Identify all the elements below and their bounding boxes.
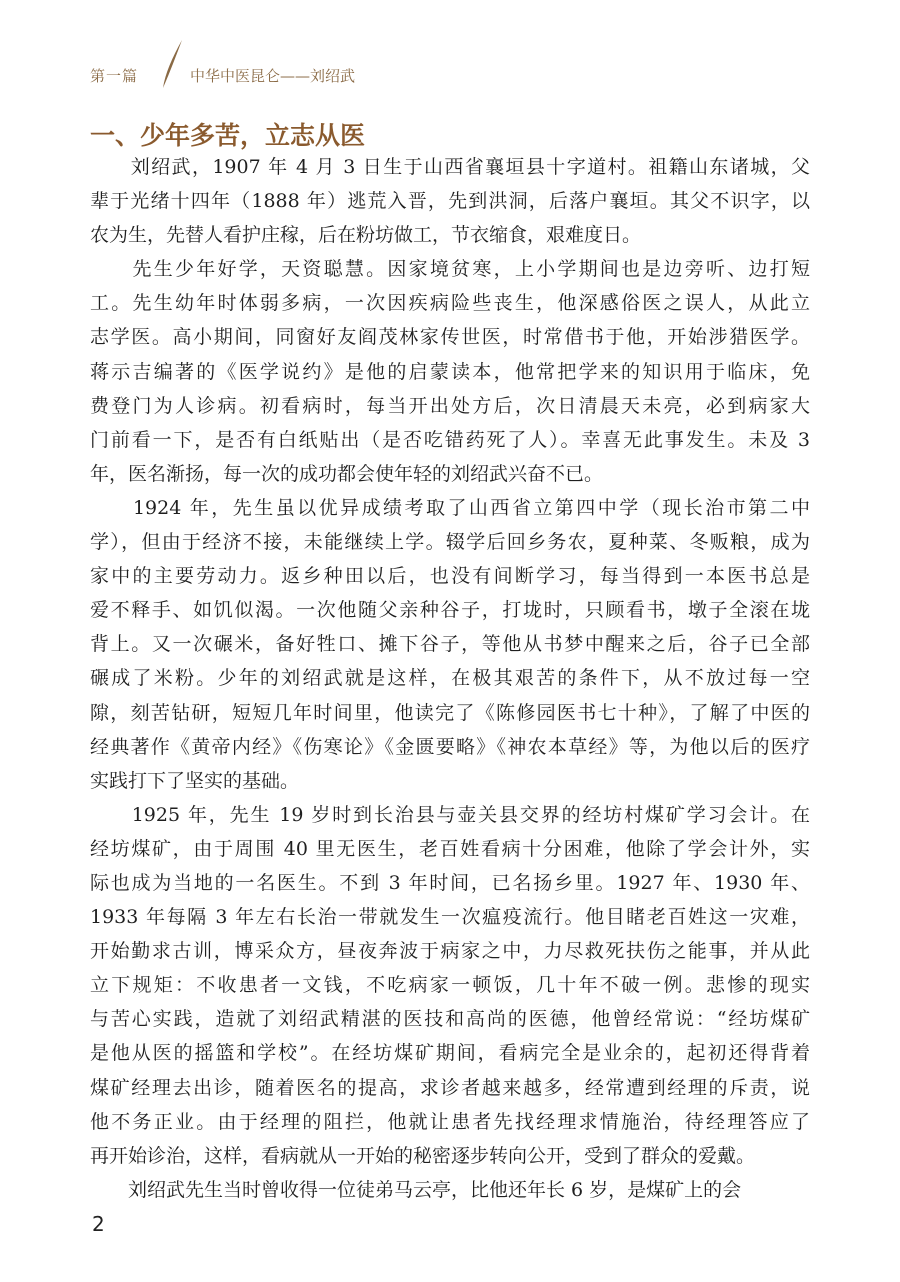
paragraph [90,252,810,491]
section-heading: 一、少年多苦，立志从医 [90,121,366,150]
text-line: 碾成了米粉。少年的刘绍武就是这样，在极其艰苦的条件下，从不放过每一空 [90,667,810,690]
text-line: 1925 年，先生 19 岁时到长治县与壶关县交界的经坊村煤矿学习会计。在 [90,803,810,826]
text-line: 刘绍武，1907 年 4 月 3 日生于山西省襄垣县十字道村。祖籍山东诸城，父 [90,156,810,178]
paragraph [90,491,810,798]
paragraph [90,798,810,1173]
text-line: 立下规矩：不收患者一文钱，不吃病家一顿饭，几十年不破一例。悲惨的现实 [90,974,810,997]
running-header [90,58,590,88]
body-text [90,150,810,1207]
part-label: 第一篇 [90,67,139,85]
text-line: 经坊煤矿，由于周围 40 里无医生，老百姓看病十分困难，他除了学会计外，实 [90,837,810,860]
text-line: 开始勤求古训，博采众方，昼夜奔波于病家之中，力尽救死扶伤之能事，并从此 [90,940,810,963]
text-line: 志学医。高小期间，同窗好友阎茂林家传世医，时常借书于他，开始涉猎医学。 [90,326,810,349]
text-line: 他不务正业。由于经理的阻拦，他就让患者先找经理求情施治，待经理答应了 [90,1110,810,1133]
text-line: 年，医名渐扬，每一次的成功都会使年轻的刘绍武兴奋不已。 [90,462,604,485]
text-line: 工。先生幼年时体弱多病，一次因疾病险些丧生，他深感俗医之误人，从此立 [90,292,810,315]
text-line: 家中的主要劳动力。返乡种田以后，也没有间断学习，每当得到一本医书总是 [90,565,810,588]
paragraph [90,1173,810,1207]
text-line: 学），但由于经济不接，未能继续上学。辍学后回乡务农，夏种菜、冬贩粮，成为 [90,531,810,554]
paragraph [90,150,810,252]
text-line: 背上。又一次碾米，备好牲口、摊下谷子，等他从书梦中醒来之后，谷子已全部 [90,633,810,656]
text-line: 先生少年好学，天资聪慧。因家境贫寒，上小学期间也是边旁听、边打短 [90,258,810,281]
text-line: 经典著作《黄帝内经》《伤寒论》《金匮要略》《神农本草经》等，为他以后的医疗 [90,735,810,758]
text-line: 爱不释手、如饥似渴。一次他随父亲种谷子，打垅时，只顾看书，墩子全滚在垅 [90,599,810,622]
text-line: 实践打下了坚实的基础。 [90,769,300,792]
text-line: 1933 年每隔 3 年左右长治一带就发生一次瘟疫流行。他目睹老百姓这一灾难， [90,906,810,929]
text-line: 门前看一下，是否有白纸贴出（是否吃错药死了人）。幸喜无此事发生。未及 3 [90,428,810,451]
text-line: 际也成为当地的一名医生。不到 3 年时间，已名扬乡里。1927 年、1930 年、 [90,871,810,894]
text-line: 再开始诊治，这样，看病就从一开始的秘密逐步转向公开，受到了群众的爱戴。 [90,1144,756,1167]
page-number: 2 [92,1212,105,1236]
text-line: 煤矿经理去出诊，随着医名的提高，求诊者越来越多，经常遭到经理的斥责，说 [90,1076,810,1099]
text-line: 与苦心实践，造就了刘绍武精湛的医技和高尚的医德，他曾经常说：“经坊煤矿 [90,1008,810,1031]
calligraphic-slash-icon [154,38,194,90]
text-line: 辈于光绪十四年（1888 年）逃荒入晋，先到洪洞，后落户襄垣。其父不识字，以 [90,190,810,213]
text-line: 刘绍武先生当时曾收得一位徒弟马云亭，比他还年长 6 岁，是煤矿上的会 [90,1178,742,1201]
text-line: 隙，刻苦钻研，短短几年时间里，他读完了《陈修园医书七十种》，了解了中医的 [90,701,810,724]
text-line: 是他从医的摇篮和学校”。在经坊煤矿期间，看病完全是业余的，起初还得背着 [90,1042,810,1065]
chapter-title: 中华中医昆仑——刘绍武 [190,67,356,85]
text-line: 费登门为人诊病。初看病时，每当开出处方后，次日清晨天未亮，必到病家大 [90,394,810,417]
text-line: 1924 年，先生虽以优异成绩考取了山西省立第四中学（现长治市第二中 [90,496,810,519]
text-line: 蒋示吉编著的《医学说约》是他的启蒙读本，他常把学来的知识用于临床，免 [90,360,810,383]
text-line: 农为生，先替人看护庄稼，后在粉坊做工，节衣缩食，艰难度日。 [90,224,642,247]
